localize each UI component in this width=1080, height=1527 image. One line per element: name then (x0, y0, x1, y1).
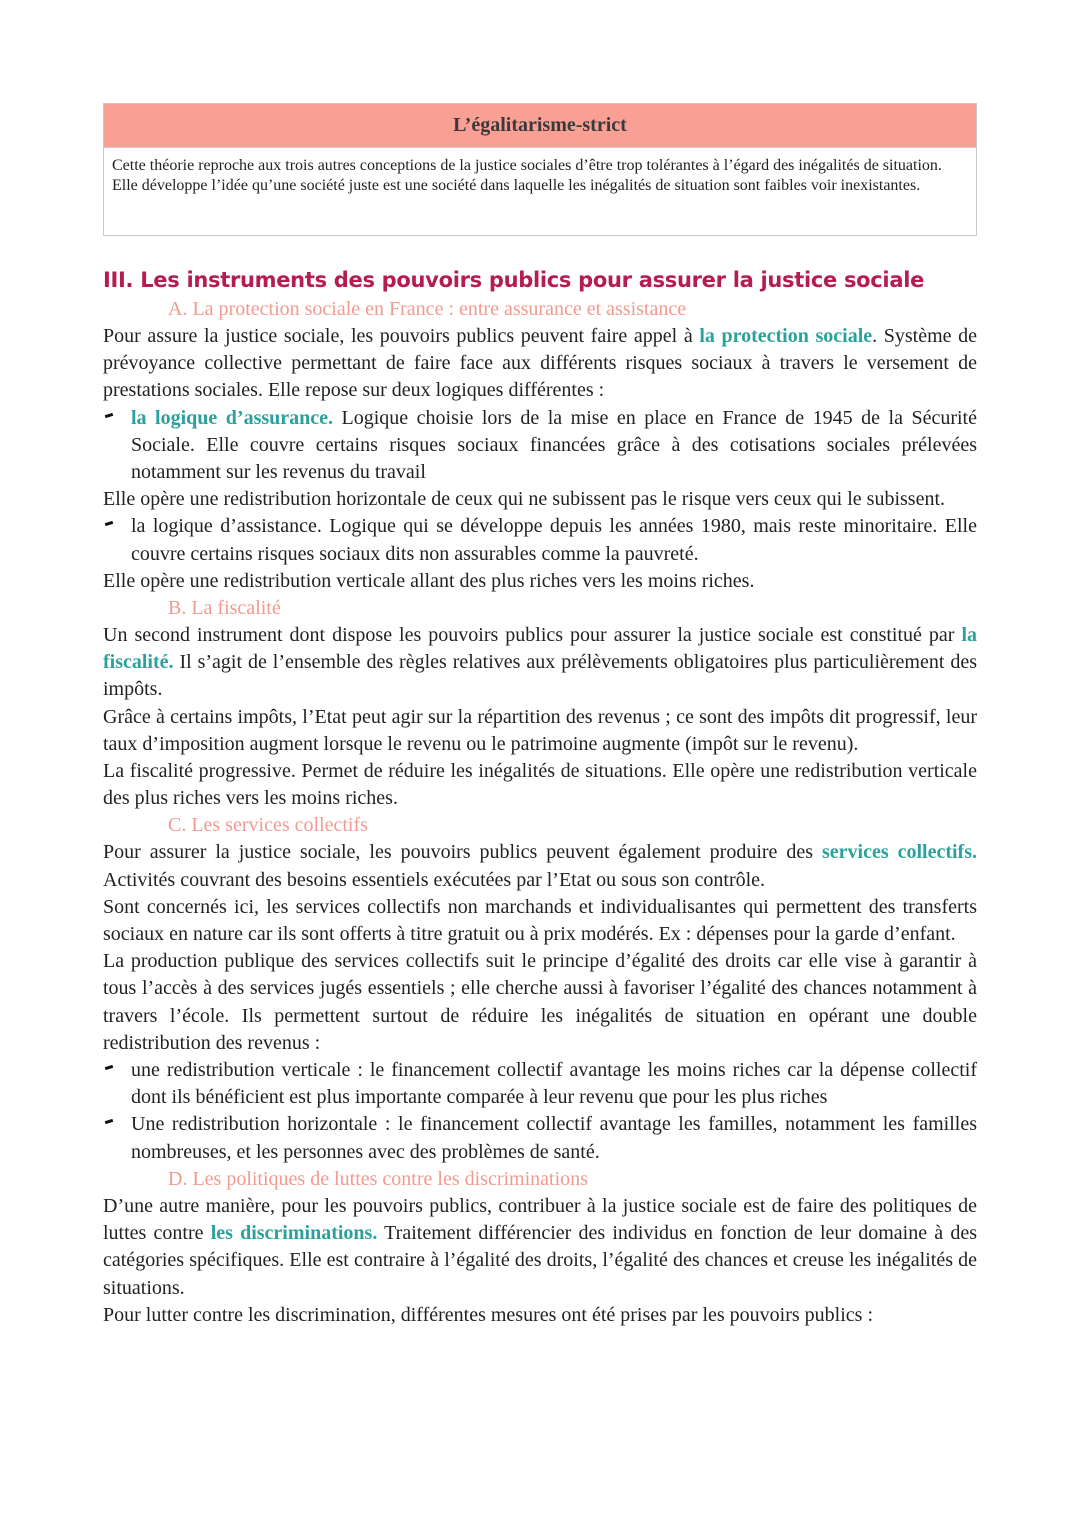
paragraph-b3: La fiscalité progressive. Permet de réduire les inégalités de situations. Elle opère une redistribution verticale des plus riches vers les moins riches. (103, 760, 977, 810)
paragraph-b1: Un second instrument dont dispose les pouvoirs publics pour assurer la justice sociale est constitué par la fiscalité. Il s’agit de l’ensemble des règles relatives aux prélèvements obligatoires plus particulièrement des impôts. (103, 624, 977, 701)
paragraph-a3: Elle opère une redistribution verticale allant des plus riches vers les moins riches. (103, 569, 755, 592)
paragraph-c2: Sont concernés ici, les services collectifs non marchands et individualisantes qui permettent des transferts sociaux en nature car ils sont offerts à titre gratuit ou à prix modérés. Ex : dépenses pour la garde d’enfant. (103, 895, 977, 946)
paragraph-d1: D’une autre manière, pour les pouvoirs publics, contribuer à la justice sociale est de faire des politiques de luttes contre les discriminations. Traitement différencier des individus en fonction de leur domaine à des catégories spécifiques. Elle est contraire à l’égalité des droits, l’égalité des chances et creuse les inégalités de situations. (103, 1194, 978, 1299)
keyword-protection-sociale: la protection sociale (699, 325, 873, 347)
keyword-fiscalite: la fiscalité. (103, 624, 977, 674)
subheading-a: A. La protection sociale en France : entre assurance et assistance (168, 298, 687, 320)
definition-box-text: Cette théorie reproche aux trois autres conceptions de la justice sociales d’être trop tolérantes à l’égard des inégalités de situation. Elle développe l’idée qu’une société juste est une société dans laquelle les inégalités de situation sont faibles voir inexistantes. (112, 157, 942, 194)
paragraph-d2: Pour lutter contre les discrimination, différentes mesures ont été prises par les pouvoirs publics : (103, 1303, 874, 1326)
subheading-b: B. La fiscalité (168, 597, 281, 620)
paragraph-c3: La production publique des services collectifs suit le principe d’égalité des droits car elle vise à garantir à tous l’accès à des services jugés essentiels ; elle cherche aussi à favoriser l’égalité des chances notamment à travers l’école. Ils permettent surtout de réduire les inégalités de situation en opérant une double redistribution des revenus : (103, 950, 977, 1054)
definition-box (103, 103, 977, 236)
list-a1 (103, 405, 977, 487)
list-item: une redistribution verticale : le financement collectif avantage les moins riches car la dépense collectif dont ils bénéficient est plus importante comparée à leur revenu que pour les plus riches (131, 1057, 977, 1111)
list-a2 (103, 513, 977, 567)
paragraph-a2: Elle opère une redistribution horizontale de ceux qui ne subissent pas le risque vers ceux qui le subissent. (103, 488, 946, 511)
list-item: la logique d’assistance. Logique qui se développe depuis les années 1980, mais reste minoritaire. Elle couvre certains risques sociaux dits non assurables comme la pauvreté. (131, 513, 977, 567)
dash-bullet-icon (105, 1119, 114, 1124)
keyword-logique-assurance: la logique d’assurance. (131, 406, 334, 429)
paragraph-a1: Pour assure la justice sociale, les pouvoirs publics peuvent faire appel à la protection sociale. Système de prévoyance collective permettant de faire face aux différents risques sociaux à travers le versement de prestations sociales. Elle repose sur deux logiques différentes : (103, 325, 977, 402)
subheading-c: C. Les services collectifs (168, 814, 368, 837)
list-item: la logique d’assurance. Logique choisie lors de la mise en place en France de 1945 de la Sécurité Sociale. Elle couvre certains risques sociaux financées grâce à des cotisations sociales prélevées notamment sur les revenus du travail (131, 405, 977, 487)
list-c (103, 1057, 977, 1166)
subheading-d: D. Les politiques de luttes contre les discriminations (168, 1167, 588, 1190)
section-title: III. Les instruments des pouvoirs publics pour assurer la justice sociale (103, 268, 925, 292)
definition-box-title: L’égalitarisme-strict (104, 104, 976, 148)
list-item: Une redistribution horizontale : le financement collectif avantage les familles, notamment les familles nombreuses, et les personnes avec des problèmes de santé. (131, 1111, 977, 1165)
dash-bullet-icon (105, 521, 114, 526)
keyword-services-collectifs: services collectifs. (822, 841, 977, 864)
dash-bullet-icon (105, 412, 114, 417)
dash-bullet-icon (105, 1065, 114, 1070)
document-page (103, 103, 977, 1329)
paragraph-b2: Grâce à certains impôts, l’Etat peut agir sur la répartition des revenus ; ce sont des impôts dit progressif, leur taux d’imposition augment lorsque le revenu ou le patrimoine augmente (impôt sur le revenu). (103, 705, 977, 755)
keyword-discriminations: les discriminations. (210, 1222, 378, 1245)
paragraph-c1: Pour assurer la justice sociale, les pouvoirs publics peuvent également produire des services collectifs. Activités couvrant des besoins essentiels exécutées par l’Etat ou sous son contrôle. (103, 841, 977, 891)
